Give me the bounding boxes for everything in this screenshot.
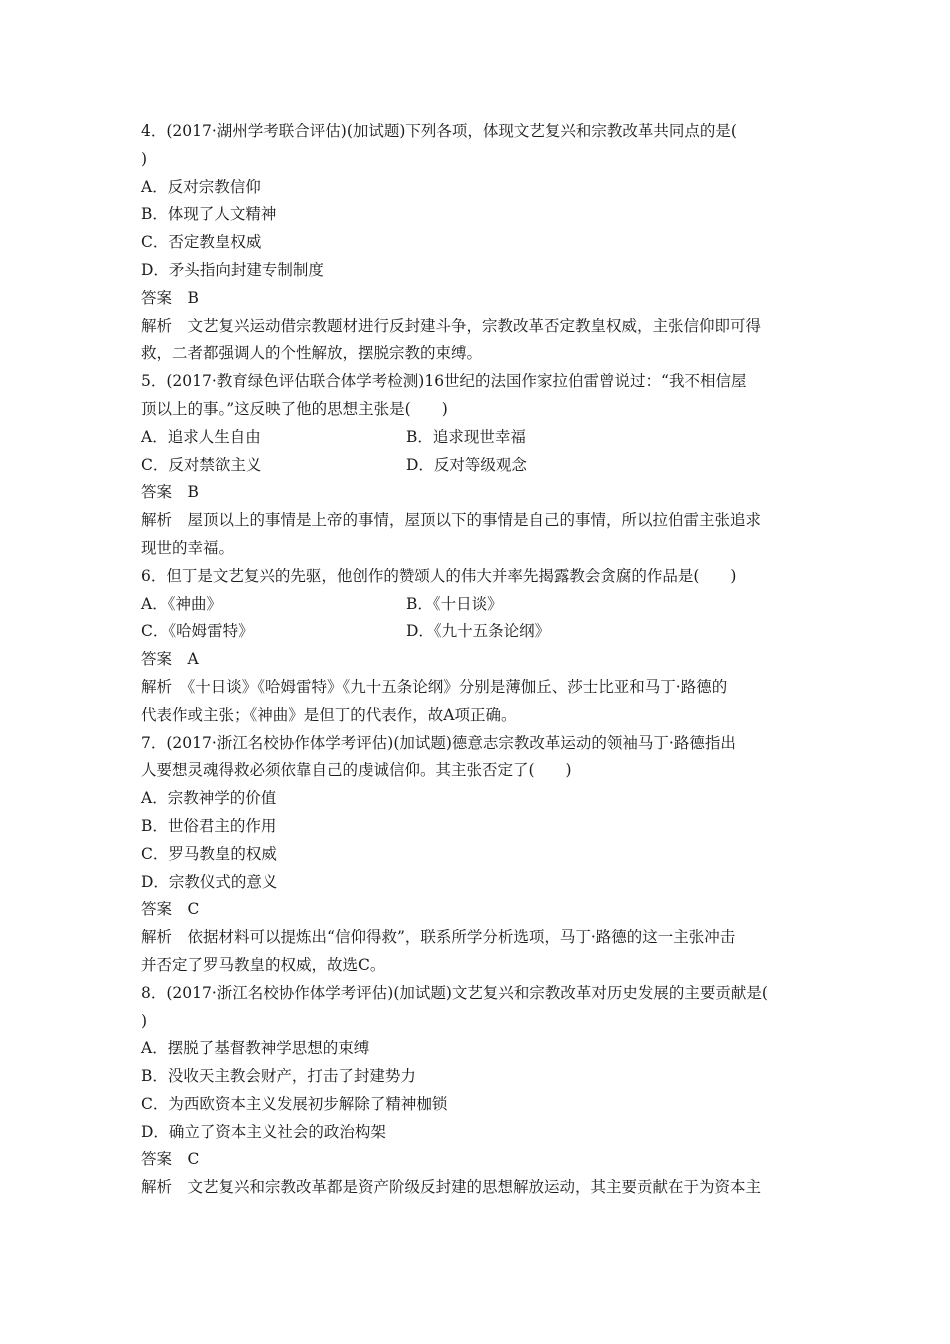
analysis-label: 解析	[141, 928, 173, 947]
answer-line	[141, 285, 813, 313]
analysis-text: 屋顶以上的事情是上帝的事情，屋顶以下的事情是自己的事情，所以拉伯雷主张追求	[187, 511, 762, 530]
option-item: D．确立了资本主义社会的政治构架	[141, 1122, 386, 1141]
option-item: A．《神曲》	[141, 594, 222, 613]
option-item: C．《哈姆雷特》	[141, 622, 254, 641]
option-item: D．矛头指向封建专制制度	[141, 260, 324, 279]
question-stem-line: 6．但丁是文艺复兴的先驱，他创作的赞颂人的伟大并率先揭露教会贪腐的作品是( )	[141, 566, 737, 585]
option-item: B．体现了人文精神	[141, 205, 277, 224]
analysis-line	[141, 313, 813, 341]
option-item: A．摆脱了基督教神学思想的束缚	[141, 1039, 370, 1058]
analysis-line: 代表作或主张；《神曲》是但丁的代表作，故A项正确。	[141, 705, 517, 724]
answer-value: C	[187, 900, 200, 919]
answer-value: B	[187, 288, 199, 307]
option-item: B．没收天主教会财产，打击了封建势力	[141, 1067, 416, 1086]
analysis-line	[141, 674, 813, 702]
answer-line	[141, 646, 813, 674]
question-block	[141, 368, 813, 563]
analysis-text: 《十日谈》《哈姆雷特》《九十五条论纲》分别是薄伽丘、莎士比亚和马丁·路德的	[187, 677, 728, 696]
option-item: D．反对等级观念	[406, 455, 527, 474]
answer-line	[141, 479, 813, 507]
analysis-text: 依据材料可以提炼出“信仰得救”，联系所学分析选项，马丁·路德的这一主张冲击	[187, 928, 736, 947]
answer-label: 答案	[141, 483, 173, 502]
options-row	[141, 424, 813, 452]
option-item: C．为西欧资本主义发展初步解除了精神枷锁	[141, 1094, 448, 1113]
option-item: C．反对禁欲主义	[141, 455, 262, 474]
question-block	[141, 563, 813, 730]
analysis-text: 文艺复兴和宗教改革都是资产阶级反封建的思想解放运动，其主要贡献在于为资本主	[187, 1178, 762, 1197]
answer-line	[141, 896, 813, 924]
analysis-label: 解析	[141, 511, 173, 530]
option-item: D．《九十五条论纲》	[406, 622, 551, 641]
options-row	[141, 591, 813, 619]
answer-line	[141, 1146, 813, 1174]
option-item: A．宗教神学的价值	[141, 789, 277, 808]
analysis-label: 解析	[141, 1178, 173, 1197]
option-item: D．宗教仪式的意义	[141, 872, 278, 891]
analysis-label: 解析	[141, 677, 173, 696]
question-stem-line: 4．(2017·湖州学考联合评估)(加试题)下列各项，体现文艺复兴和宗教改革共同点的是(	[141, 122, 737, 140]
question-stem-line: 8．(2017·浙江名校协作体学考评估)(加试题)文艺复兴和宗教改革对历史发展的主要贡献是(	[141, 983, 768, 1002]
option-item: C．罗马教皇的权威	[141, 844, 277, 863]
analysis-line: 现世的幸福。	[141, 538, 235, 557]
analysis-label: 解析	[141, 316, 173, 335]
analysis-line: 并否定了罗马教皇的权威，故选C。	[141, 955, 386, 974]
options-row	[141, 452, 813, 480]
answer-value: B	[187, 483, 199, 502]
question-stem-line: 人要想灵魂得救必须依靠自己的虔诚信仰。其主张否定了( )	[141, 761, 572, 780]
answer-value: A	[187, 650, 199, 669]
question-list	[141, 118, 813, 1202]
options-row	[141, 618, 813, 646]
option-item: C．否定教皇权威	[141, 233, 262, 252]
question-stem-line: 7．(2017·浙江名校协作体学考评估)(加试题)德意志宗教改革运动的领袖马丁·路德指出	[141, 733, 736, 752]
analysis-line: 救，二者都强调人的个性解放，摆脱宗教的束缚。	[141, 344, 483, 363]
option-item: A．反对宗教信仰	[141, 177, 261, 196]
option-item: A．追求人生自由	[141, 427, 261, 446]
analysis-line	[141, 507, 813, 535]
option-item: B．世俗君主的作用	[141, 816, 277, 835]
option-item: B．《十日谈》	[406, 594, 503, 613]
answer-label: 答案	[141, 650, 173, 669]
analysis-line	[141, 1174, 813, 1202]
question-stem-line: 顶以上的事。”这反映了他的思想主张是( )	[141, 399, 448, 418]
question-block	[141, 730, 813, 980]
answer-label: 答案	[141, 1150, 173, 1169]
option-item: B．追求现世幸福	[406, 427, 526, 446]
question-block	[141, 980, 813, 1202]
question-stem-line: )	[141, 149, 148, 168]
analysis-line	[141, 924, 813, 952]
question-block	[141, 118, 813, 368]
answer-label: 答案	[141, 900, 173, 919]
question-stem-line: )	[141, 1011, 148, 1030]
answer-value: C	[187, 1150, 200, 1169]
answer-label: 答案	[141, 288, 173, 307]
analysis-text: 文艺复兴运动借宗教题材进行反封建斗争，宗教改革否定教皇权威，主张信仰即可得	[187, 316, 762, 335]
question-stem-line: 5．(2017·教育绿色评估联合体学考检测)16世纪的法国作家拉伯雷曾说过：“我不相信屋	[141, 372, 747, 391]
